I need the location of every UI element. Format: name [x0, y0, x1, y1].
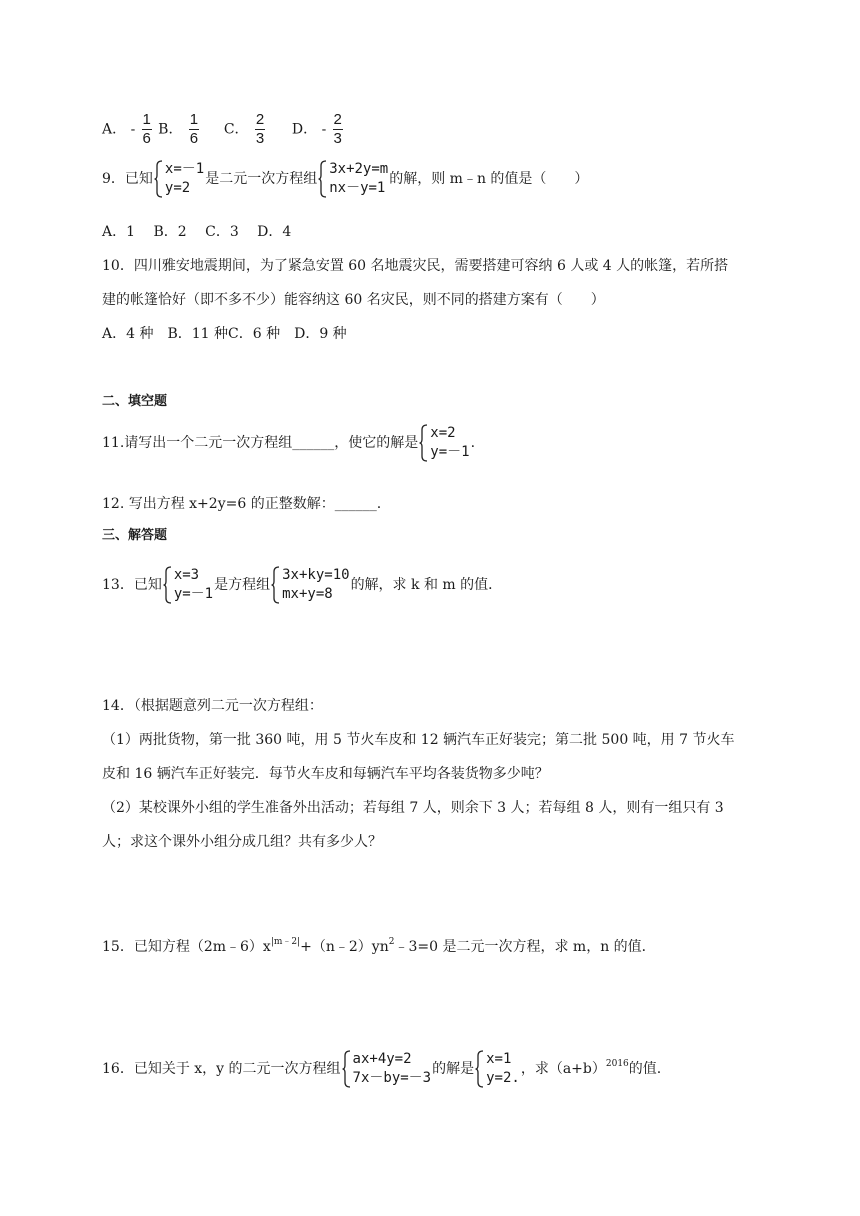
section-2-title: 二、填空题 — [102, 394, 168, 409]
q11-prefix: 11.请写出一个二元一次方程组______，使它的解是 — [102, 435, 419, 451]
option-b-fraction: $\frac{1}{6}$ — [189, 111, 199, 147]
question-13 — [102, 566, 502, 604]
option-a-label: A． — [102, 121, 127, 138]
question-15 — [102, 932, 656, 957]
q14-line-3: 皮和 16 辆汽车正好装完．每节火车皮和每辆汽车平均各装货物多少吨？ — [102, 766, 549, 782]
q16-sol-row-2: y=2. — [486, 1070, 520, 1086]
q11-sol-row-1: x=2 — [430, 425, 456, 441]
option-d-sign: - — [321, 120, 327, 137]
q10-line-2: 建的帐篷恰好（即不多不少）能容纳这 60 名灾民，则不同的搭建方案有（ ） — [102, 292, 605, 308]
q9-prefix: 9．已知 — [102, 171, 153, 187]
q13-sys-row-2: mx+y=8 — [282, 586, 333, 602]
q11-sol-row-2: y=－1 — [430, 444, 470, 460]
q14-line-2: （1）两批货物，第一批 360 吨，用 5 节火车皮和 12 辆汽车正好装完；第二批 500 吨，用 7 节火车 — [102, 732, 735, 748]
q15-exponent: |m﹣2| — [270, 937, 301, 947]
brace-icon — [154, 160, 163, 198]
q16-exponent: 2016 — [605, 1059, 629, 1069]
question-9 — [102, 160, 588, 198]
q9-sys-row-1: 3x+2y=m — [329, 161, 389, 177]
brace-icon — [163, 566, 172, 604]
q13-sol-row-2: y=－1 — [173, 586, 214, 602]
option-a-sign: - — [130, 120, 136, 137]
q11-suffix: . — [470, 435, 476, 451]
option-a-fraction: $\frac{1}{6}$ — [142, 111, 151, 147]
q9-sys-row-2: nx－y=1 — [329, 180, 386, 196]
q13-suffix: 的解，求 k 和 m 的值． — [350, 577, 503, 593]
brace-icon — [475, 1050, 484, 1088]
q15-suffix: ﹣3=0 是二元一次方程，求 m，n 的值． — [394, 939, 656, 955]
section-3-title: 三、解答题 — [102, 528, 168, 543]
brace-icon — [318, 160, 327, 198]
q16-solution-system — [475, 1050, 520, 1088]
option-d-label: D． — [291, 121, 318, 138]
q9-mid: 是二元一次方程组 — [205, 171, 318, 187]
q13-sys-row-1: 3x+ky=10 — [282, 567, 350, 583]
question-16 — [102, 1050, 661, 1088]
q15-prefix: 15．已知方程（2m﹣6）x — [102, 939, 271, 955]
option-c-fraction: $\frac{2}{3}$ — [255, 111, 265, 147]
question-12: 12. 写出方程 x+2y=6 的正整数解：______. — [102, 496, 382, 512]
q10-options: A．4 种 B．11 种C．6 种 D．9 种 — [102, 326, 347, 342]
q16-suffix: ，求（a+b） — [520, 1061, 606, 1077]
option-c-label: C． — [223, 121, 249, 138]
q16-sys-row-1: ax+4y=2 — [352, 1051, 412, 1067]
q10-line-1: 10．四川雅安地震期间，为了紧急安置 60 名地震灾民，需要搭建可容纳 6 人或 4 人的帐篷，若所搭 — [102, 258, 729, 274]
brace-icon — [342, 1050, 351, 1088]
q14-line-5: 人；求这个课外小组分成几组？共有多少人？ — [102, 834, 382, 850]
q16-sys-row-2: 7x－by=－3 — [352, 1070, 432, 1086]
q15-mid: +（n﹣2）yn — [300, 939, 389, 955]
q9-suffix: 的解，则 m﹣n 的值是（ ） — [389, 171, 589, 187]
q13-equation-system — [271, 566, 349, 604]
q14-line-1: 14．（根据题意列二元一次方程组： — [102, 698, 323, 714]
q16-mid: 的解是 — [432, 1061, 475, 1077]
q13-sol-row-1: x=3 — [173, 567, 200, 583]
q9-options: A．1 B．2 C．3 D．4 — [102, 224, 292, 240]
q11-solution-system — [419, 424, 469, 462]
question-11 — [102, 424, 475, 462]
q16-suffix-2: 的值. — [628, 1061, 662, 1077]
option-d-fraction: $\frac{2}{3}$ — [333, 111, 342, 147]
q16-prefix: 16．已知关于 x，y 的二元一次方程组 — [102, 1061, 341, 1077]
q14-line-4: （2）某校课外小组的学生准备外出活动；若每组 7 人，则余下 3 人；若每组 8 人，则有一组只有 3 — [102, 800, 724, 816]
option-b-label: B． — [158, 121, 183, 138]
brace-icon — [419, 424, 428, 462]
q15-exponent-2: 2 — [388, 937, 395, 947]
q13-solution-system — [163, 566, 213, 604]
q13-prefix: 13．已知 — [102, 577, 162, 593]
brace-icon — [271, 566, 280, 604]
q9-equation-system — [318, 160, 388, 198]
q9-sol-row-2: y=2 — [164, 180, 191, 196]
q9-solution-system — [154, 160, 204, 198]
q16-sol-row-1: x=1 — [486, 1051, 512, 1067]
q9-sol-row-1: x=－1 — [164, 161, 205, 177]
q16-equation-system — [342, 1050, 432, 1088]
q8-options — [102, 112, 345, 147]
q13-mid: 是方程组 — [214, 577, 271, 593]
